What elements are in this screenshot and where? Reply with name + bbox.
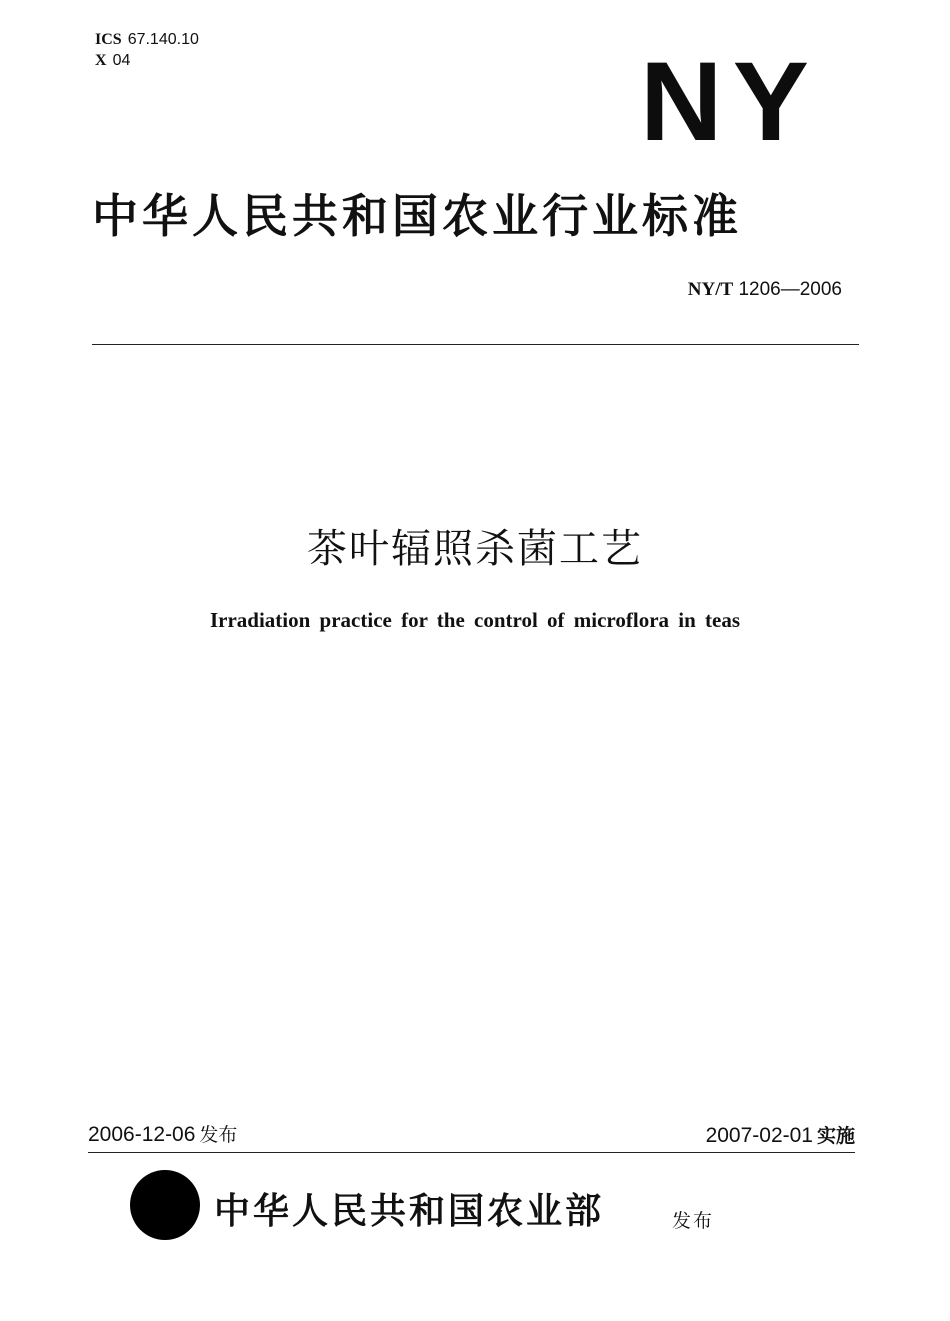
standard-number: [688, 278, 842, 302]
bottom-divider: [88, 1152, 855, 1153]
class-label: X: [95, 52, 107, 69]
ics-code: [95, 30, 199, 50]
impl-date-value: 2007-02-01: [705, 1124, 813, 1147]
implementation-date: [706, 1122, 855, 1150]
impl-label: 实施: [816, 1125, 855, 1147]
class-value: 04: [112, 52, 131, 69]
ics-value: 67.140.10: [127, 31, 199, 48]
standard-type-title: 中华人民共和国农业行业标准: [92, 189, 742, 243]
top-divider: [92, 344, 859, 345]
ministry-issue-label: 发布: [672, 1210, 715, 1232]
ics-label: ICS: [95, 31, 122, 48]
document-title-en: Irradiation practice for the control of microflora in teas: [209, 608, 741, 632]
standard-code: 1206—2006: [738, 279, 842, 300]
ny-logo: NY: [640, 39, 820, 164]
issuing-ministry: 中华人民共和国农业部: [214, 1190, 605, 1232]
issue-date-value: 2006-12-06: [88, 1123, 196, 1146]
issue-label: 发布: [199, 1124, 238, 1146]
ministry-seal-icon: [130, 1170, 200, 1240]
classification-code: [95, 51, 130, 71]
document-title-cn: 茶叶辐照杀菌工艺: [307, 526, 643, 572]
standard-prefix: NY/T: [687, 279, 734, 300]
issue-date: [88, 1121, 237, 1149]
